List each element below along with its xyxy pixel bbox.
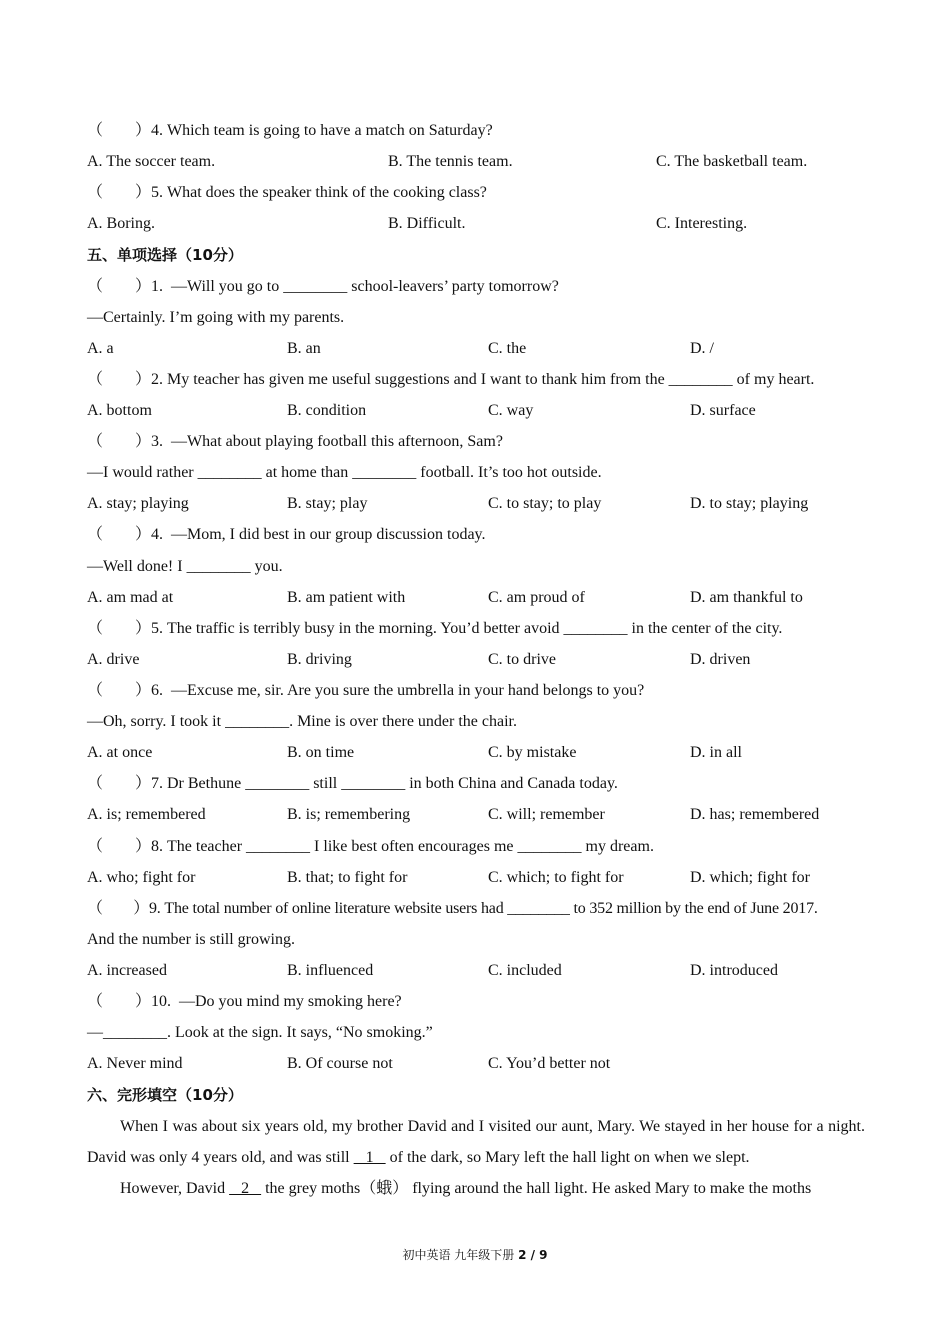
option: B. condition <box>287 402 367 419</box>
option: A. Never mind <box>87 1055 183 1072</box>
question-stem: （ ）5. The traffic is terribly busy in the morning. You’d better avoid ________ in the center of the city. <box>87 620 783 637</box>
options-row <box>87 339 877 359</box>
option: B. Difficult. <box>388 215 466 232</box>
option: B. Of course not <box>287 1055 393 1072</box>
options-row <box>87 650 877 670</box>
option: C. to drive <box>488 651 556 668</box>
options-row <box>87 494 877 514</box>
option: B. influenced <box>287 962 374 979</box>
option: C. You’d better not <box>488 1055 611 1072</box>
option: A. at once <box>87 744 153 761</box>
section-heading: 六、完形填空（10分） <box>87 1086 243 1104</box>
option: C. way <box>488 402 534 419</box>
option: D. / <box>690 340 714 357</box>
passage-text: of the dark, so Mary left the hall light on when we slept. <box>385 1149 750 1166</box>
option: A. bottom <box>87 402 152 419</box>
option: D. to stay; playing <box>690 495 809 512</box>
cloze-blank-1: 1 <box>353 1149 386 1166</box>
options-row <box>87 961 877 981</box>
option: D. has; remembered <box>690 806 820 823</box>
question-stem: （ ）10. —Do you mind my smoking here? <box>87 993 402 1010</box>
cloze-passage <box>87 1111 865 1204</box>
options-row <box>87 805 877 825</box>
options-row <box>87 401 877 421</box>
option: C. by mistake <box>488 744 577 761</box>
question-stem: （ ）6. —Excuse me, sir. Are you sure the umbrella in your hand belongs to you? <box>87 682 645 699</box>
option: A. am mad at <box>87 589 174 606</box>
option: A. Boring. <box>87 215 155 232</box>
option: A. who; fight for <box>87 869 196 886</box>
option: A. drive <box>87 651 140 668</box>
footer-subject: 初中英语 九年级下册 <box>402 1248 519 1262</box>
option: B. is; remembering <box>287 806 411 823</box>
option: C. will; remember <box>488 806 605 823</box>
question-stem: （ ）1. —Will you go to ________ school-leavers’ party tomorrow? <box>87 278 559 295</box>
option: A. The soccer team. <box>87 153 216 170</box>
passage-paragraph <box>87 1173 865 1204</box>
passage-text: the grey moths（蛾） flying around the hall light. He asked Mary to make the moths <box>261 1180 812 1197</box>
options-row <box>87 152 877 172</box>
page-number: 2 / 9 <box>518 1248 548 1262</box>
option: B. The tennis team. <box>388 153 513 170</box>
question-stem: （ ）5. What does the speaker think of the cooking class? <box>87 184 487 201</box>
options-row <box>87 868 877 888</box>
option: B. am patient with <box>287 589 406 606</box>
option: C. the <box>488 340 527 357</box>
question-stem: （ ）7. Dr Bethune ________ still ________ in both China and Canada today. <box>87 775 618 792</box>
option: A. increased <box>87 962 167 979</box>
question-stem: （ ）4. —Mom, I did best in our group discussion today. <box>87 526 486 543</box>
options-row <box>87 743 877 763</box>
option: C. included <box>488 962 562 979</box>
question-stem: （ ）3. —What about playing football this afternoon, Sam? <box>87 433 503 450</box>
options-row <box>87 588 877 608</box>
dialogue-reply: —Well done! I ________ you. <box>87 558 283 575</box>
option: C. which; to fight for <box>488 869 624 886</box>
question-stem: （ ）2. My teacher has given me useful suggestions and I want to thank him from the ________ of my heart. <box>87 371 815 388</box>
passage-text: However, David <box>120 1180 230 1197</box>
option: B. driving <box>287 651 352 668</box>
option: D. which; fight for <box>690 869 810 886</box>
option: B. that; to fight for <box>287 869 408 886</box>
dialogue-reply: —________. Look at the sign. It says, “No smoking.” <box>87 1024 433 1041</box>
option: C. Interesting. <box>656 215 748 232</box>
options-row <box>87 1054 877 1074</box>
section-heading: 五、单项选择（10分） <box>87 246 243 264</box>
option: D. am thankful to <box>690 589 803 606</box>
option: D. introduced <box>690 962 778 979</box>
passage-paragraph <box>87 1111 865 1173</box>
option: B. an <box>287 340 321 357</box>
option: D. surface <box>690 402 756 419</box>
option: C. The basketball team. <box>656 153 808 170</box>
dialogue-reply: —I would rather ________ at home than ________ football. It’s too hot outside. <box>87 464 602 481</box>
option: A. a <box>87 340 114 357</box>
dialogue-reply: —Certainly. I’m going with my parents. <box>87 309 345 326</box>
option: B. on time <box>287 744 355 761</box>
question-stem: （ ）8. The teacher ________ I like best often encourages me ________ my dream. <box>87 838 654 855</box>
option: C. to stay; to play <box>488 495 602 512</box>
options-row <box>87 214 877 234</box>
option: A. stay; playing <box>87 495 189 512</box>
question-stem: （ ）4. Which team is going to have a match on Saturday? <box>87 122 493 139</box>
option: A. is; remembered <box>87 806 206 823</box>
option: C. am proud of <box>488 589 585 606</box>
dialogue-reply: —Oh, sorry. I took it ________. Mine is over there under the chair. <box>87 713 517 730</box>
question-stem: （ ）9. The total number of online literature website users had ________ to 352 million by the end of June 2017. <box>87 900 818 917</box>
page-footer <box>0 1246 950 1263</box>
cloze-blank-2: 2 <box>229 1180 262 1197</box>
option: D. driven <box>690 651 751 668</box>
option: D. in all <box>690 744 742 761</box>
passage-text: When I was about six years old, my brother David and I visited our aunt, Mary. We stayed in her house for a night. David was only 4 years old, and was still <box>87 1118 865 1166</box>
option: B. stay; play <box>287 495 368 512</box>
question-stem-continued: And the number is still growing. <box>87 931 295 948</box>
